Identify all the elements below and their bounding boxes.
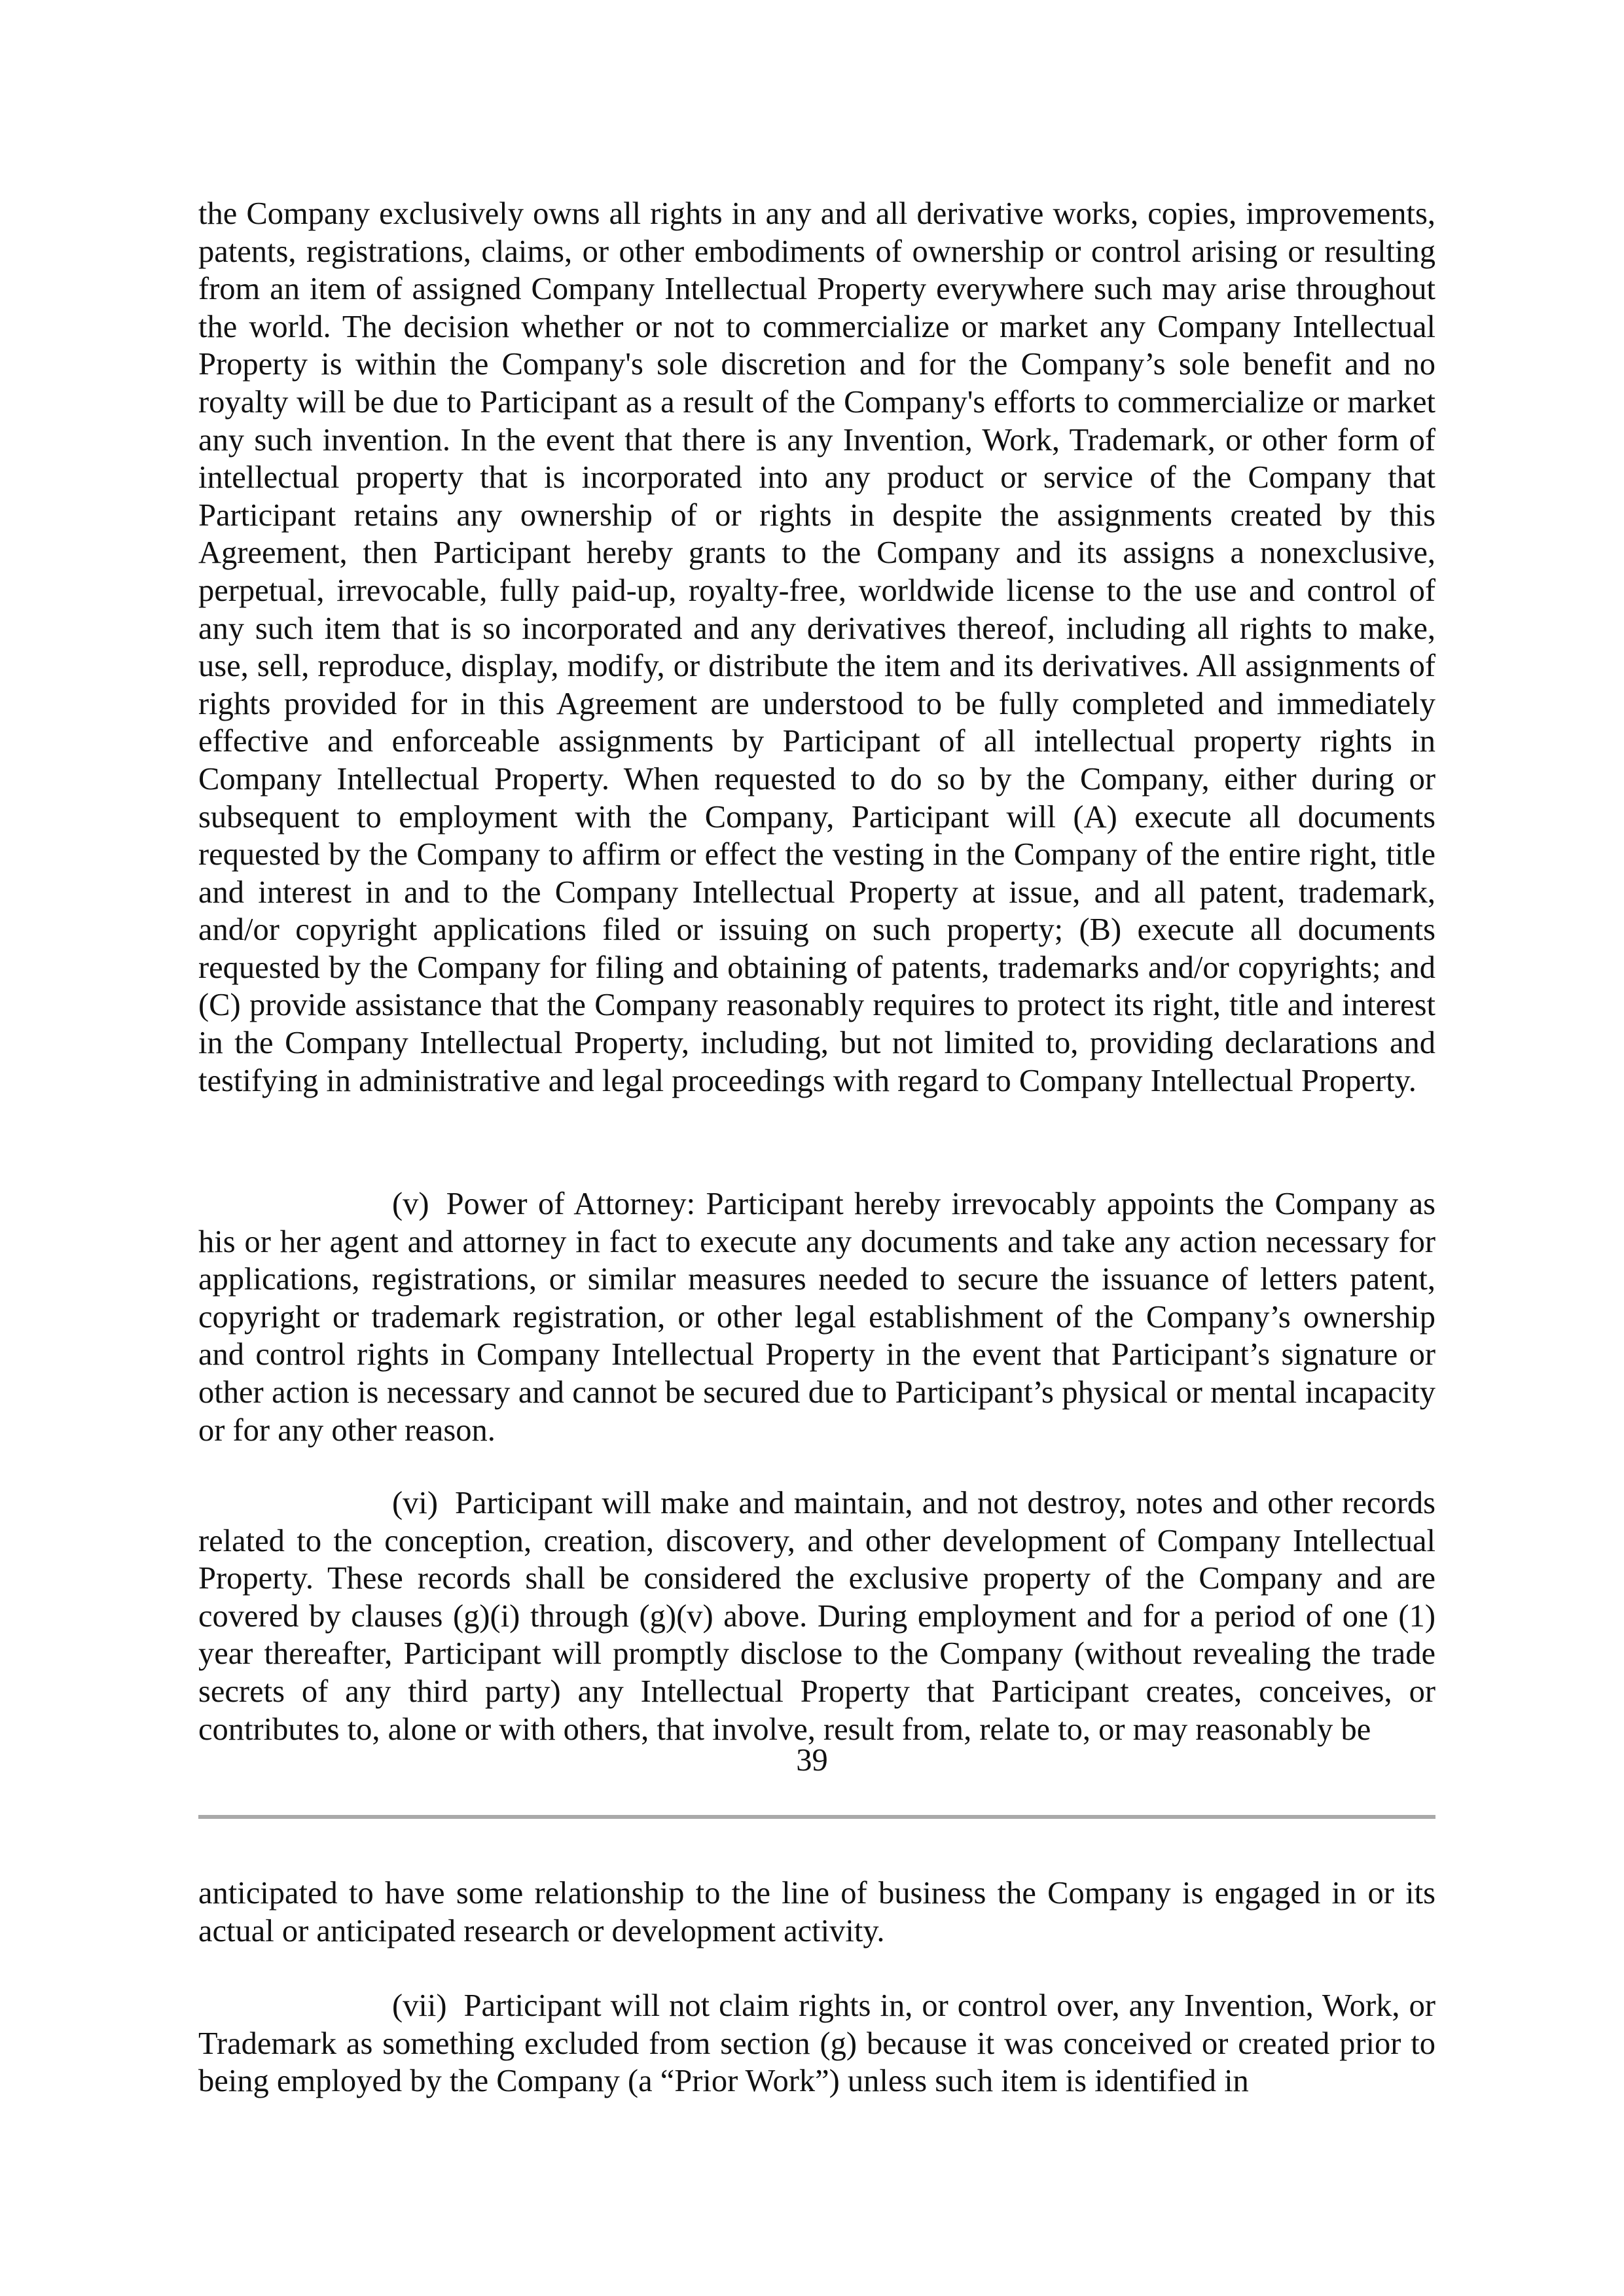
page-number: 39: [796, 1743, 828, 1778]
clause-v-paragraph: [198, 1185, 1435, 1449]
clause-vi-text: Participant will make and maintain, and not destroy, notes and other records related to the conception, creation, discovery, and other development of Company Intellectual Property. These records shall be considered the exclusive property of the Company and are covered by clauses (g)(i) through (g)(v) above. During employment and for a period of one (1) year thereafter, Participant will promptly disclose to the Company (without revealing the trade secrets of any third party) any Intellectual Property that Participant creates, conceives, or contributes to, alone or with others, that involve, result from, relate to, or may reasonably be: [198, 1486, 1435, 1747]
clause-v-text: Power of Attorney: Participant hereby irrevocably appoints the Company as his or her agent and attorney in fact to execute any documents and take any action necessary for applications, registrations, or similar measures needed to secure the issuance of letters patent, copyright or trademark registration, or other legal establishment of the Company’s ownership and control rights in Company Intellectual Property in the event that Participant’s signature or other action is necessary and cannot be secured due to Participant’s physical or mental incapacity or for any other reason.: [198, 1187, 1435, 1448]
continuation-paragraph-page-2: anticipated to have some relationship to the line of business the Company is engaged in or its actual or anticipated research or development activity.: [198, 1876, 1435, 1948]
clause-vi-number: (vi): [392, 1486, 439, 1520]
continuation-paragraph: the Company exclusively owns all rights in any and all derivative works, copies, improvements, patents, registrations, claims, or other embodiments of ownership or control arising or resulting from an item of assigned Company Intellectual Property everywhere such may arise throughout the world. The decision whether or not to commercialize or market any Company Intellectual Property is within the Company's sole discretion and for the Company’s sole benefit and no royalty will be due to Participant as a result of the Company's efforts to commercialize or market any such invention. In the event that there is any Invention, Work, Trademark, or other form of intellectual property that is incorporated into any product or service of the Company that Participant retains any ownership of or rights in despite the assignments created by this Agreement, then Participant hereby grants to the Company and its assigns a nonexclusive, perpetual, irrevocable, fully paid-up, royalty-free, worldwide license to the use and control of any such item that is so incorporated and any derivatives thereof, including all rights to make, use, sell, reproduce, display, modify, or distribute the item and its derivatives. All assignments of rights provided for in this Agreement are understood to be fully completed and immediately effective and enforceable assignments by Participant of all intellectual property rights in Company Intellectual Property. When requested to do so by the Company, either during or subsequent to employment with the Company, Participant will (A) execute all documents requested by the Company to affirm or effect the vesting in the Company of the entire right, title and interest in and to the Company Intellectual Property at issue, and all patent, trademark, and/or copyright applications filed or issuing on such property; (B) execute all documents requested by the Company for filing and obtaining of patents, trademarks and/or copyrights; and (C) provide assistance that the Company reasonably requires to protect its right, title and interest in the Company Intellectual Property, including, but not limited to, providing declarations and testifying in administrative and legal proceedings with regard to Company Intellectual Property.: [198, 196, 1435, 1098]
clause-vii-number: (vii): [392, 1988, 447, 2023]
clause-vii-text: Participant will not claim rights in, or control over, any Invention, Work, or Trademark as something excluded from section (g) because it was conceived or created prior to being employed by the Company (a “Prior Work”) unless such item is identified in: [198, 1988, 1435, 2099]
clause-vi-paragraph: [198, 1484, 1435, 1748]
page-break-divider: [198, 1815, 1435, 1819]
clause-vii-paragraph: [198, 1987, 1435, 2100]
clause-v-number: (v): [392, 1187, 429, 1221]
